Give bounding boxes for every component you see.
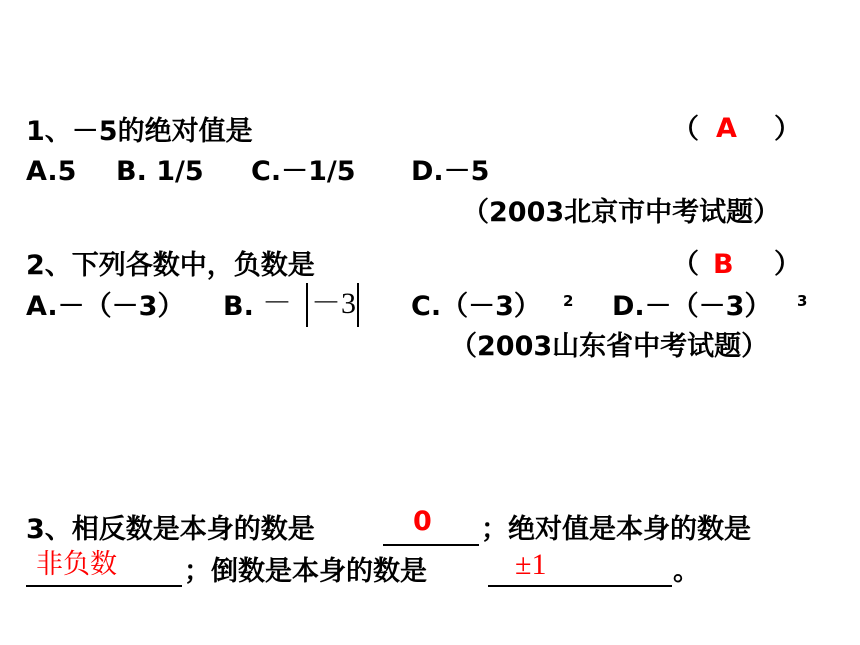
q1-answer: A	[716, 113, 737, 144]
q1-option-b: B. 1/5	[116, 156, 204, 187]
q2-paren-close: ）	[774, 249, 801, 280]
q2-answer: B	[713, 249, 734, 280]
q3-end: 。	[673, 556, 700, 587]
abs-bar-left	[306, 283, 308, 327]
q1-paren-open: （	[672, 114, 699, 145]
q3-answer-2: 非负数	[36, 549, 117, 580]
q3-blank-2	[26, 585, 182, 587]
q2-option-c: C.（－3）	[411, 291, 541, 322]
q3-part1: 3、相反数是本身的数是	[26, 514, 315, 545]
q2-stem: 2、下列各数中，负数是	[26, 250, 315, 281]
q3-answer-1: 0	[413, 506, 432, 537]
q3-part3: ；倒数是本身的数是	[184, 556, 427, 587]
q1-paren-close: ）	[774, 114, 801, 145]
q2-option-b-minus: －	[262, 287, 292, 320]
q3-answer-3: ±1	[515, 548, 547, 581]
q2-option-b-prefix: B.	[223, 291, 254, 322]
q1-option-a: A.5	[26, 156, 77, 187]
q1-option-c: C.－1/5	[251, 156, 356, 187]
q2-option-c-exponent: 2	[563, 292, 574, 310]
q2-option-d: D.－（－3）	[612, 291, 772, 322]
q3-blank-3	[488, 585, 672, 587]
q1-source: （2003北京市中考试题）	[462, 197, 781, 228]
q2-option-b-inner: －3	[311, 287, 356, 320]
q1-stem: 1、－5的绝对值是	[26, 116, 253, 147]
q2-paren-open: （	[672, 249, 699, 280]
q3-blank-1	[383, 544, 479, 546]
abs-bar-right	[357, 283, 359, 327]
q1-option-d: D.－5	[411, 156, 490, 187]
q2-option-d-exponent: 3	[797, 292, 808, 310]
q2-option-a: A.－（－3）	[26, 291, 185, 322]
q3-part2: ；绝对值是本身的数是	[481, 514, 751, 545]
q2-source: （2003山东省中考试题）	[450, 331, 769, 362]
